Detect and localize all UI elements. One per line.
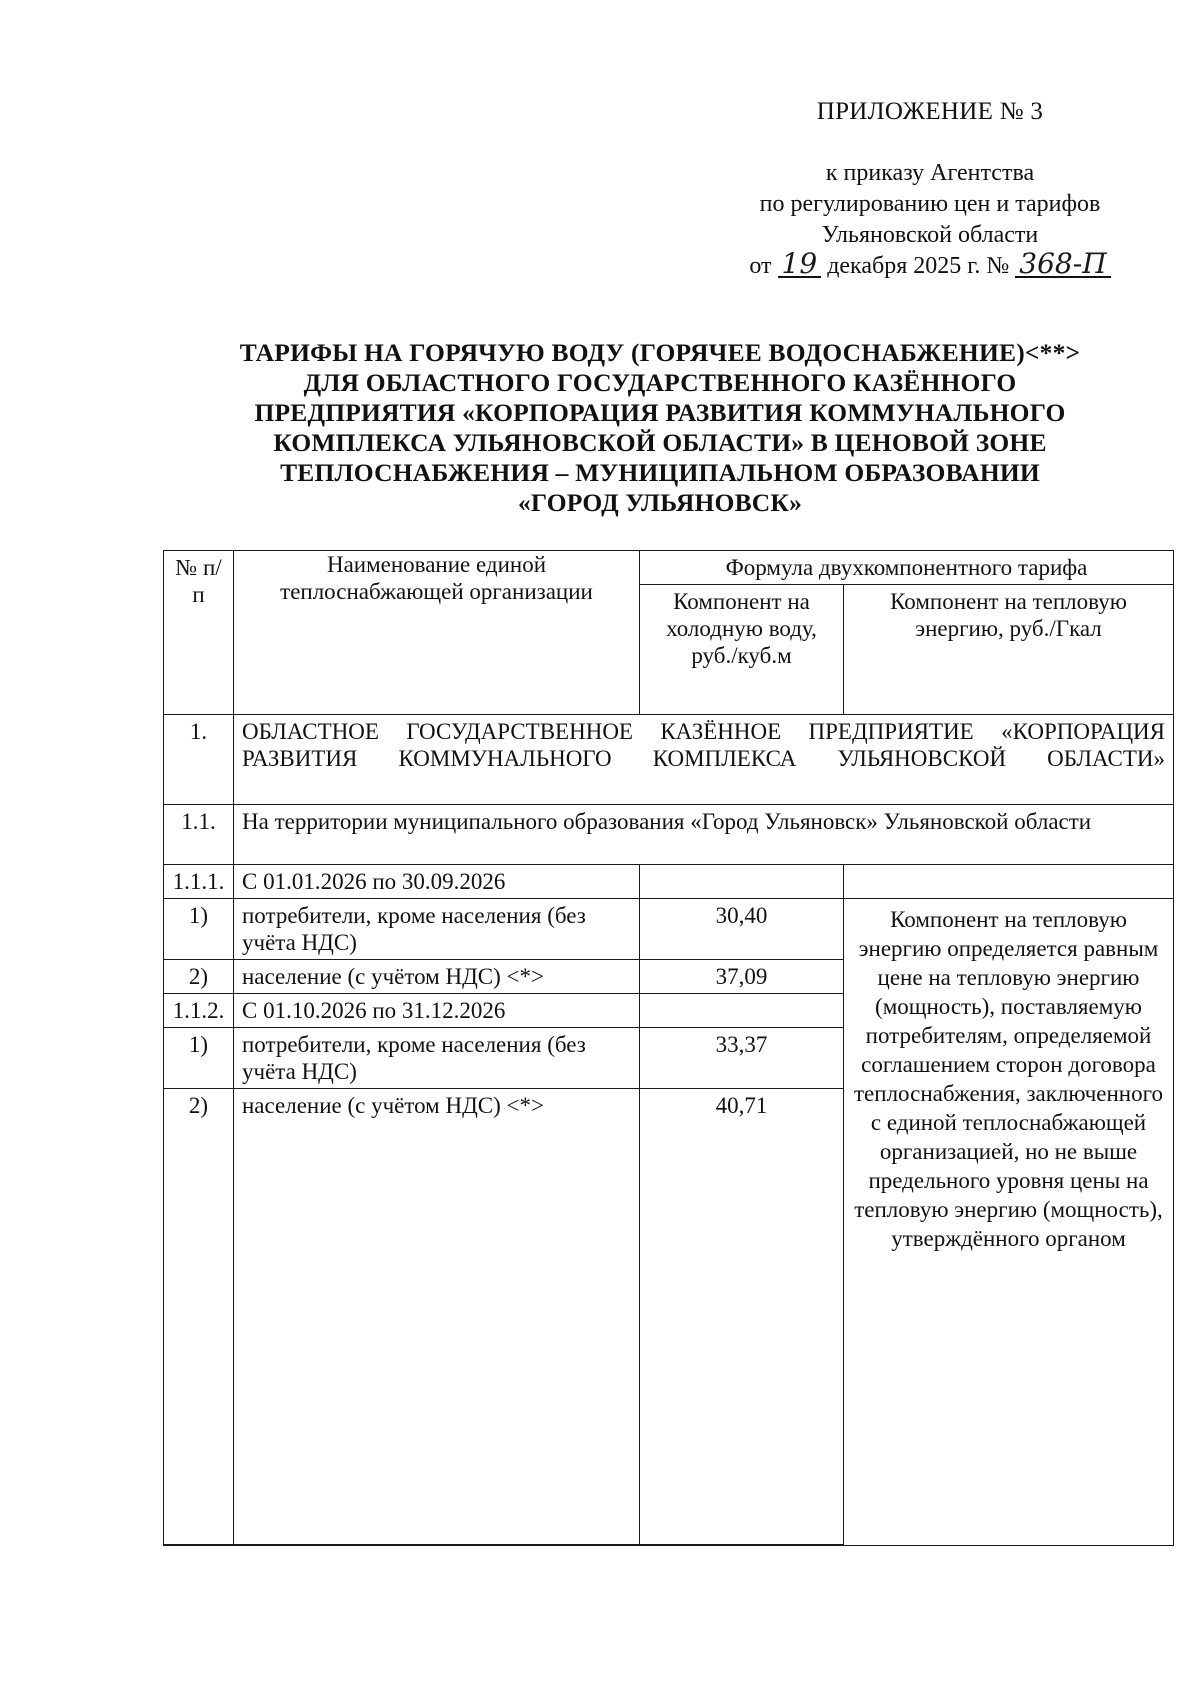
cold-water-value: 30,40 xyxy=(640,899,844,960)
title-line: ТЕПЛОСНАБЖЕНИЯ – МУНИЦИПАЛЬНОМ ОБРАЗОВАНИИ xyxy=(280,458,1040,487)
cold-water-value: 33,37 xyxy=(640,1028,844,1089)
title-line: ПРЕДПРИЯТИЯ «КОРПОРАЦИЯ РАЗВИТИЯ КОММУНАЛЬНОГО xyxy=(254,398,1066,427)
row-num: 1.1.2. xyxy=(164,994,234,1028)
order-date-line xyxy=(700,247,1160,282)
header-heat-energy: Компонент на тепловую энергию, руб./Гкал xyxy=(844,585,1174,715)
consumer-name: потребители, кроме населения (без учёта НДС) xyxy=(234,899,640,960)
table-row xyxy=(164,805,1174,865)
cold-water-value: 37,09 xyxy=(640,960,844,994)
order-ref-line-2: по регулированию цен и тарифов xyxy=(759,191,1101,217)
consumer-name: население (с учётом НДС) <*> xyxy=(234,1089,640,1545)
period-name: С 01.01.2026 по 30.09.2026 xyxy=(234,865,640,899)
header-org: Наименование единой теплоснабжающей организации xyxy=(234,551,640,715)
tariff-table xyxy=(163,550,1174,1546)
spacer-cell xyxy=(234,1545,640,1546)
order-ref-line-3: Ульяновской области xyxy=(821,222,1039,248)
order-ref-line-1: к приказу Агентства xyxy=(825,160,1035,186)
table-row xyxy=(164,899,1174,960)
handwritten-day: 19 xyxy=(778,252,822,278)
territory-name: На территории муниципального образования «Город Ульяновск» Ульяновской области xyxy=(234,805,1174,865)
title-line: КОМПЛЕКСА УЛЬЯНОВСКОЙ ОБЛАСТИ» В ЦЕНОВОЙ ЗОНЕ xyxy=(273,428,1047,457)
heat-component-note: Компонент на тепловую энергию определяется равным цене на тепловую энергию (мощность), поставляемую потребителям, определяемой соглашением сторон договора теплоснабжения, заключенного с единой теплоснабжающей организацией, но не выше предельного уровня цены на тепловую энергию (мощность), утверждённого органом xyxy=(844,899,1174,1546)
table-row xyxy=(164,715,1174,805)
date-rest: декабря 2025 г. № xyxy=(827,253,1010,279)
spacer-cell xyxy=(640,1545,844,1546)
row-num: 1. xyxy=(164,715,234,805)
table-row xyxy=(164,865,1174,899)
title-line: ТАРИФЫ НА ГОРЯЧУЮ ВОДУ (ГОРЯЧЕЕ ВОДОСНАБЖЕНИЕ)<**> xyxy=(239,338,1081,367)
header-cold-water: Компонент на холодную воду, руб./куб.м xyxy=(640,585,844,715)
date-prefix: от xyxy=(749,253,772,279)
cold-water-value: 40,71 xyxy=(640,1089,844,1545)
empty-cell xyxy=(844,865,1174,899)
handwritten-order-number: 368-П xyxy=(1015,252,1110,278)
appendix-title: ПРИЛОЖЕНИЕ № 3 xyxy=(816,98,1044,125)
order-reference xyxy=(700,158,1160,282)
document-title xyxy=(180,338,1140,518)
title-line: ДЛЯ ОБЛАСТНОГО ГОСУДАРСТВЕННОГО КАЗЁННОГО xyxy=(303,368,1017,397)
header-num: № п/п xyxy=(164,551,234,715)
empty-cell xyxy=(640,994,844,1028)
period-name: С 01.10.2026 по 31.12.2026 xyxy=(234,994,640,1028)
row-num: 1) xyxy=(164,899,234,960)
row-num: 2) xyxy=(164,960,234,994)
org-name: ОБЛАСТНОЕ ГОСУДАРСТВЕННОЕ КАЗЁННОЕ ПРЕДПРИЯТИЕ «КОРПОРАЦИЯ РАЗВИТИЯ КОММУНАЛЬНОГО КОМПЛЕКСА УЛЬЯНОВСКОЙ ОБЛАСТИ» xyxy=(234,715,1174,805)
row-num: 1.1. xyxy=(164,805,234,865)
header-formula: Формула двухкомпонентного тарифа xyxy=(640,551,1174,585)
empty-cell xyxy=(640,865,844,899)
spacer-cell xyxy=(164,1545,234,1546)
consumer-name: потребители, кроме населения (без учёта НДС) xyxy=(234,1028,640,1089)
title-line: «ГОРОД УЛЬЯНОВСК» xyxy=(517,488,803,517)
consumer-name: население (с учётом НДС) <*> xyxy=(234,960,640,994)
row-num: 2) xyxy=(164,1089,234,1545)
row-num: 1.1.1. xyxy=(164,865,234,899)
row-num: 1) xyxy=(164,1028,234,1089)
